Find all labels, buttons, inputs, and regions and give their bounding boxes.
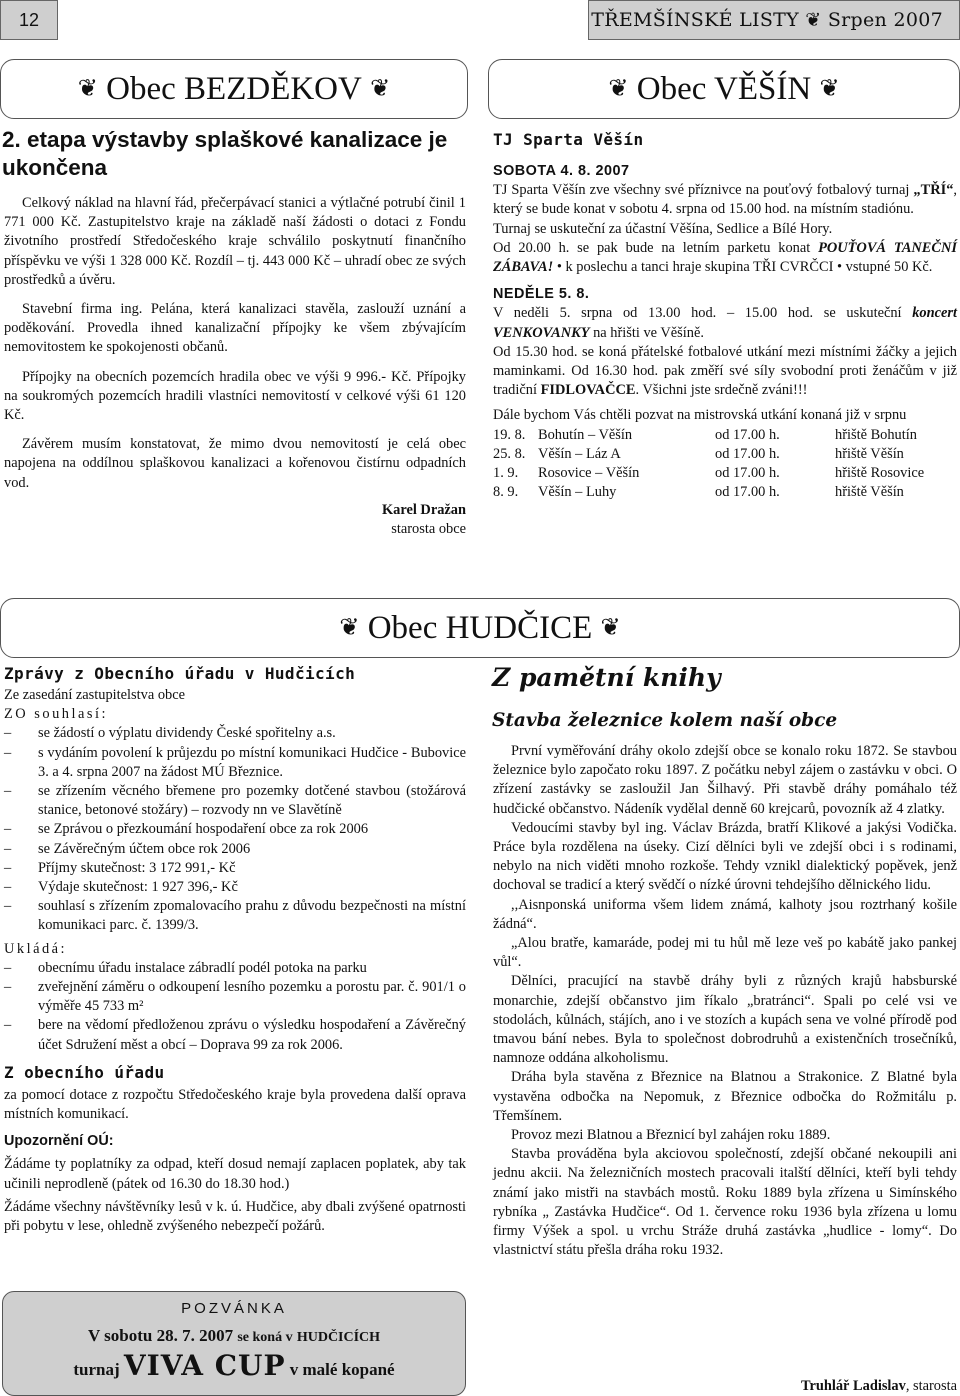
book-paragraph: Dělníci, pracující na stavbě dráhy byli z různých krajů habsburské monarchie, zdejší občanstvo jim říkalo „bratránci“. Spali po celé vsi ve stodolách, kůlnách, stájích, ano i ve stozích a kupách sena ve volné přírodě pod tmavou bání nebes. Byla to společnost dobrodruhů a existenčních trosečníků, namnoze oddána alkoholismu. xyxy=(493,973,957,1067)
bezdekov-title-text: Obec BEZDĚKOV xyxy=(106,71,362,107)
vesin-sunday-heading: NEDĚLE 5. 8. xyxy=(493,286,590,303)
dash-bullet-icon: – xyxy=(4,879,12,896)
dash-bullet-icon: – xyxy=(4,859,12,876)
notice-text: Žádáme ty poplatníky za odpad, kteří dosud nemají zaplacen poplatek, aby tak učinili neprodleně (pátek od 16.30 do 18.30 hod.) xyxy=(4,1156,466,1192)
ornament-icon: ❦ xyxy=(819,74,840,102)
author-role: starosta xyxy=(913,1378,957,1394)
orders-item-text: bere na vědomí předloženou zprávu o výsledku hospodaření a Závěrečný účet Sdružení měst a obcí – Doprava 99 za rok 2006. xyxy=(38,1017,466,1053)
ornament-icon: ❦ xyxy=(77,74,98,102)
dash-bullet-icon: – xyxy=(4,1017,12,1034)
agree-item xyxy=(4,820,466,839)
tournament-name: „TŘÍ“ xyxy=(913,182,954,199)
bezdekov-paragraph: Stavební firma ing. Pelána, která kanalizaci stavěla, zaslouží uznání a poděkování. Provedla ihned kanalizační přípojky ke všem zbývajícím nemovitostem ke spokojenosti občanů. xyxy=(4,301,466,356)
office-text: za pomocí dotace z rozpočtu Středočeského kraje byla provedena další oprava místních komunikací. xyxy=(4,1086,466,1123)
dash-bullet-icon: – xyxy=(4,725,12,742)
match-row xyxy=(493,426,955,445)
vesin-club-heading: TJ Sparta Věšín xyxy=(493,130,644,149)
match-time: od 17.00 h. xyxy=(715,465,780,482)
bezdekov-paragraph: Závěrem musím konstatovat, že mimo dvou nemovitostí je celá obec napojena na oddílnou splaškovou kanalizaci a kořenovou čistírnu odpadních vod. xyxy=(4,436,466,491)
match-time: od 17.00 h. xyxy=(715,484,780,501)
orders-item xyxy=(4,1016,466,1054)
match-table xyxy=(493,426,955,503)
orders-item xyxy=(4,978,466,1016)
dash-bullet-icon: – xyxy=(4,744,12,761)
agree-item xyxy=(4,782,466,820)
match-teams: Věšín – Luhy xyxy=(538,484,617,501)
vesin-saturday-p1: TJ Sparta Věšín zve všechny své příznivce na pouťový fotbalový turnaj „TŘÍ“, který se bude konat v sobotu 4. srpna od 15.00 hod. na místním stadiónu. xyxy=(493,182,957,218)
book-paragraph: Stavba prováděna byla akciovou společností, zdejší občané nekoupili ani jednu akcii. Na železničních mostech pracovali italští dělníci, kteří byli tehdy známí jako mistři na stavbách mostů. Roku 1889 byla zřízena u Simínského rybníka „ Zastávka Hudčice“. Od 1. července roku 1936 byla zřízena u lomu firmy Výšek a spol. u vrchu Stráže druhá zastávka „hudlice - lomy“. Do vlastnictví státu přešla dráha roku 1932. xyxy=(493,1146,957,1259)
match-venue: hřiště Rosovice xyxy=(835,465,925,482)
vesin-saturday-heading: SOBOTA 4. 8. 2007 xyxy=(493,163,630,179)
vesin-invite: Dále bychom Vás chtěli pozvat na mistrovská utkání konaná již v srpnu xyxy=(493,407,907,424)
agree-list xyxy=(4,724,466,935)
publication-title: TŘEMŠÍNSKÉ LISTY ❦ Srpen 2007 xyxy=(588,0,960,40)
invitation-line-2: turnaj VIVA CUP v malé kopané xyxy=(73,1349,395,1382)
agree-item-text: Výdaje skutečnost: 1 927 396,- Kč xyxy=(38,879,238,896)
book-paragraph: Dráha byla stavěna z Březnice na Blatnou a Strakonice. Z Blatné byla vystavěna odbočka na Nepomuk, z Březnice odbočka do Rožmitálu p. Třemšínem. xyxy=(493,1069,957,1124)
invitation-label: POZVÁNKA xyxy=(181,1300,287,1317)
orders-item xyxy=(4,959,466,978)
match-venue: hřiště Bohutín xyxy=(835,426,917,443)
vesin-saturday-p2: Turnaj se uskuteční za účastní Věšína, Sedlice a Bílé Hory. xyxy=(493,220,833,237)
fidlovacka-name: FIDLOVAČCE xyxy=(540,382,636,399)
book-author: Truhlář Ladislav, starosta xyxy=(800,1378,957,1394)
vesin-title xyxy=(488,68,960,109)
match-teams: Rosovice – Věšín xyxy=(538,465,640,482)
meeting-label: Ze zasedání zastupitelstva obce xyxy=(4,687,186,703)
dash-bullet-icon: – xyxy=(4,979,12,996)
author-name: Truhlář Ladislav xyxy=(800,1378,906,1394)
agree-item xyxy=(4,878,466,897)
bezdekov-headline: 2. etapa výstavby splaškové kanalizace je ukončena xyxy=(2,127,448,180)
invitation-box xyxy=(2,1291,466,1396)
ornament-icon: ❦ xyxy=(608,74,629,102)
vesin-title-text: Obec VĚŠÍN xyxy=(636,71,812,107)
orders-label: Ukládá: xyxy=(4,940,68,957)
orders-item-text: zveřejnění záměru o odkoupení lesního pozemku a porostu par. č. 901/1 o výměře 45 733 m² xyxy=(38,979,466,1015)
office-heading: Z obecního úřadu xyxy=(4,1062,165,1082)
agree-item-text: se Zprávou o přezkoumání hospodaření obce za rok 2006 xyxy=(38,821,369,838)
match-row xyxy=(493,464,955,483)
ornament-icon: ❦ xyxy=(370,74,391,102)
vesin-sunday-p2: Od 15.30 hod. se koná přátelské fotbalové utkání mezi místními žáčky a jejich maminkami. Od 16.30 hod. pak změří své síly svobodní proti ženáčům v již tradiční FIDLOVAČCE. Všichni jste srdečně zváni!!! xyxy=(493,343,957,399)
match-date: 8. 9. xyxy=(493,484,519,501)
page-number: 12 xyxy=(0,0,58,40)
vesin-saturday-p3: Od 20.00 h. se pak bude na letním parketu konat POUŤOVÁ TANEČNÍ ZÁBAVA! • k poslechu a tanci hraje skupina TŘI CVRČCI • vstupné 50 Kč. xyxy=(493,239,958,276)
agree-item-text: se zřízením věcného břemene pro pozemky dotčené stavbou (stožárová stanice, betonové stožáry) – rozvody nn ve Slavětíně xyxy=(38,783,466,819)
match-row xyxy=(493,445,955,464)
bezdekov-title xyxy=(0,68,468,109)
agree-item xyxy=(4,859,466,878)
match-teams: Věšín – Láz A xyxy=(538,445,621,462)
book-title: Z pamětní knihy xyxy=(492,663,721,692)
vesin-sunday-p1: V neděli 5. srpna od 13.00 hod. – 15.00 hod. se uskuteční koncert VENKOVANKY na hřišti ve Věšíně. xyxy=(493,305,957,341)
match-teams: Bohutín – Věšín xyxy=(538,426,633,443)
book-subtitle: Stavba železnice kolem naší obce xyxy=(492,710,838,731)
hudcice-news-heading: Zprávy z Obecního úřadu v Hudčicích xyxy=(4,664,356,683)
match-row xyxy=(493,483,955,502)
notice-heading: Upozornění OÚ: xyxy=(4,1133,114,1150)
agree-item-text: Příjmy skutečnost: 3 172 991,- Kč xyxy=(38,859,236,876)
match-venue: hřiště Věšín xyxy=(835,484,904,501)
dash-bullet-icon: – xyxy=(4,840,12,857)
agree-item xyxy=(4,840,466,859)
vesin-article xyxy=(493,162,957,502)
bezdekov-article xyxy=(4,194,466,539)
bezdekov-paragraph: Celkový náklad na hlavní řád, přečerpávací stanici a výtlačné potrubí činil 1 771 000 Kč. Zastupitelstvo kraje na základě naší žádosti o dotaci z Fondu životního prostředí Středočeského kraje schválilo poskytnutí finančního příspěvku ve výši 1 328 000 Kč. Rozdíl – tj. 443 000 Kč – uhradí obec ze svých prostředků a úvěru. xyxy=(4,195,466,288)
book-article xyxy=(493,742,957,1260)
orders-list xyxy=(4,959,466,1055)
zo-label: ZO souhlasí: xyxy=(4,706,108,723)
agree-item-text: se Závěrečným účtem obce rok 2006 xyxy=(38,840,251,857)
hudcice-title-text: Obec HUDČICE xyxy=(367,610,593,646)
book-paragraph: Provoz mezi Blatnou a Březnicí byl zahájen roku 1889. xyxy=(511,1127,831,1144)
bezdekov-signature-name: Karel Dražan xyxy=(381,501,466,518)
ornament-icon: ❦ xyxy=(600,613,621,641)
match-date: 25. 8. xyxy=(493,445,526,462)
invitation-line-1: V sobotu 28. 7. 2007 se koná v HUDČICÍCH xyxy=(87,1326,381,1345)
bezdekov-paragraph: Přípojky na obecních pozemcích hradila obec ve výši 9 996.- Kč. Přípojky na soukromých pozemcích hradili vlastníci nemovitostí v celkové výši 61 120 Kč. xyxy=(4,368,466,424)
book-paragraph: „Alou bratře, kamaráde, podej mi tu hůl mě leze veš po kabátě jako pankej vůl“. xyxy=(493,935,957,971)
dash-bullet-icon: – xyxy=(4,821,12,838)
book-paragraph: ,,Aisnponská uniforma všem lidem známá, kalhoty jsou roztrhaný košile žádná“. xyxy=(493,896,957,932)
agree-item-text: se žádostí o výplatu dividendy České spořitelny a.s. xyxy=(38,725,336,742)
hudcice-title xyxy=(0,607,960,648)
hudcice-left-column xyxy=(4,664,466,1236)
book-paragraph: První vyměřování dráhy okolo zdejší obce se konalo roku 1872. Se stavbou železnice bylo započato roku 1897. Z počátku nebyl zájem o zastávku v obci. O zřízení zastávky se zasloužil Jan Šilhavý. Při stavbě dráhy pomáhalo též hudčické občanstvo. Nádeník vydělal denně 60 krejcarů, povozník až 4 zlatky. xyxy=(493,743,957,817)
dance-name: POUŤOVÁ TANEČNÍ ZÁBAVA! xyxy=(493,239,958,276)
agree-item-text: souhlasí s zřízením zpomalovacího prahu z důvodu bezpečnosti na místní komunikaci parc. č. 1399/3. xyxy=(38,898,466,934)
cup-name: VIVA CUP xyxy=(123,1349,286,1382)
concert-name: koncert VENKOVANKY xyxy=(493,305,957,341)
match-date: 1. 9. xyxy=(493,465,519,482)
agree-item xyxy=(4,724,466,743)
agree-item xyxy=(4,897,466,935)
ornament-icon: ❦ xyxy=(339,613,360,641)
bezdekov-signature-role: starosta obce xyxy=(391,521,466,538)
notice-text: Žádáme všechny návštěvníky lesů v k. ú. Hudčice, aby dbali zvýšené opatrnosti při pobytu v lese, ohledně zvýšeného nebezpečí požárů. xyxy=(4,1198,466,1235)
agree-item xyxy=(4,744,466,782)
agree-item-text: s vydáním povolení k průjezdu po místní komunikaci Hudčice - Bubovice 3. a 4. srpna 2007 na žádost MÚ Březnice. xyxy=(38,744,466,780)
dash-bullet-icon: – xyxy=(4,959,12,976)
dash-bullet-icon: – xyxy=(4,783,12,800)
orders-item-text: obecnímu úřadu instalace zábradlí podél potoka na parku xyxy=(38,959,367,976)
dash-bullet-icon: – xyxy=(4,898,12,915)
match-time: od 17.00 h. xyxy=(715,445,780,462)
match-date: 19. 8. xyxy=(493,426,526,443)
match-venue: hřiště Věšín xyxy=(835,445,904,462)
book-paragraph: Vedoucími stavby byl ing. Václav Brázda, bratří Klikové a jakýsi Vodička. Práce byla rozdělena na úseky. Cizí dělníci byli ve zdejší obci i s rodinami, nebylo na nich viděti mnoho rozkoše. Tehdy vznikl dialektický popěvek, jenž dochoval se tradicí a který svědčí o nízké úrovni tehdejšího dělnického lidu. xyxy=(493,819,957,894)
match-time: od 17.00 h. xyxy=(715,426,780,443)
